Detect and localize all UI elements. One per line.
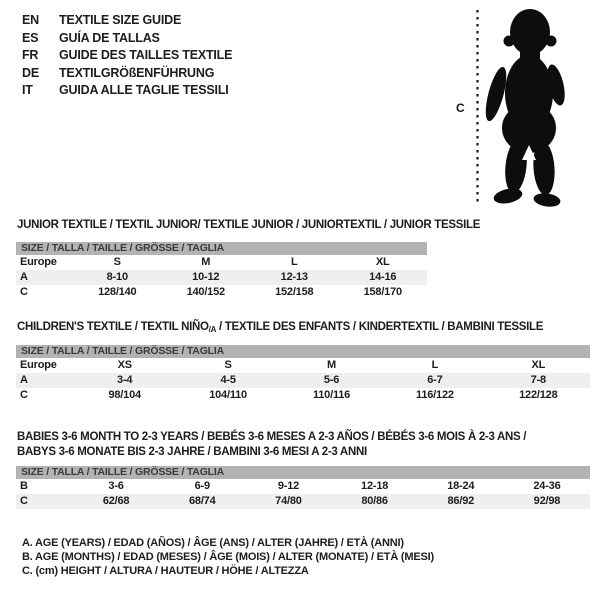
row-label: C	[20, 389, 28, 401]
table-row	[16, 373, 590, 388]
size-table	[16, 242, 427, 300]
table-title	[17, 320, 543, 338]
table-cell: 7-8	[530, 374, 546, 386]
table-cell: 6-9	[194, 480, 210, 492]
language-label: GUIDA ALLE TAGLIE TESSILI	[59, 83, 229, 97]
language-label: TEXTILGRÖßENFÜHRUNG	[59, 65, 215, 80]
language-code: IT	[22, 83, 33, 97]
table-cell: 12-13	[280, 271, 308, 283]
table-title-line	[17, 320, 543, 338]
table-row	[16, 358, 590, 373]
table-cell: 80/86	[361, 495, 388, 507]
title-text: BABYS 3-6 MONATE BIS 2-3 JAHRE / BAMBINI 3-6 MESI A 2-3 ANNI	[17, 445, 367, 458]
table-cell: XL	[531, 359, 546, 371]
size-table-header: SIZE / TALLA / TAILLE / GRÖSSE / TAGLIA	[16, 466, 590, 479]
language-code: FR	[22, 48, 39, 62]
title-text: / TEXTILE DES ENFANTS / KINDERTEXTIL / BAMBINI TESSILE	[216, 321, 544, 333]
footnote: A. AGE (YEARS) / EDAD (AÑOS) / ÂGE (ANS) / ALTER (JAHRE) / ETÀ (ANNI)	[22, 537, 404, 549]
row-label: A	[20, 271, 28, 283]
table-rows	[16, 255, 427, 300]
table-title-line	[17, 430, 526, 445]
language-code: ES	[22, 30, 39, 45]
table-cell: 8-10	[106, 271, 128, 283]
language-label: GUÍA DE TALLAS	[59, 30, 160, 45]
size-table-header: SIZE / TALLA / TAILLE / GRÖSSE / TAGLIA	[16, 242, 427, 255]
table-cell: S	[113, 256, 121, 268]
table-cell: 128/140	[98, 286, 137, 298]
footnote-legend	[22, 537, 434, 578]
table-cell: 9-12	[277, 480, 300, 492]
language-row	[22, 82, 232, 100]
baby-silhouette-icon	[450, 0, 600, 215]
row-label: B	[20, 480, 28, 492]
language-row	[22, 65, 232, 83]
table-cell: 18-24	[447, 480, 475, 492]
row-label: C	[20, 286, 28, 298]
title-text: BABIES 3-6 MONTH TO 2-3 YEARS / BEBÉS 3-6 MESES A 2-3 AÑOS / BÉBÉS 3-6 MOIS À 2-3 ANS /	[17, 431, 527, 443]
footnote: C. (cm) HEIGHT / ALTURA / HAUTEUR / HÖHE / ALTEZZA	[22, 564, 309, 577]
table-cell: 110/116	[312, 389, 351, 401]
table-cell: 3-4	[117, 374, 133, 386]
table-cell: 98/104	[108, 389, 141, 401]
table-cell: L	[290, 256, 298, 268]
table-cell: 122/128	[519, 389, 558, 401]
row-label: C	[20, 495, 28, 507]
table-row	[16, 285, 427, 300]
table-cell: M	[327, 359, 336, 371]
table-row	[16, 388, 590, 403]
table-row	[16, 270, 427, 285]
language-code: DE	[22, 65, 39, 80]
table-cell: 4-5	[220, 374, 236, 386]
table-cell: 14-16	[369, 271, 397, 283]
table-row	[16, 494, 590, 509]
height-figure	[450, 0, 600, 215]
table-cell: 140/152	[186, 286, 225, 298]
table-cell: 5-6	[323, 374, 340, 386]
row-label: A	[20, 374, 28, 386]
table-cell: 10-12	[192, 271, 220, 283]
table-cell: 152/158	[275, 286, 314, 298]
table-cell: L	[431, 359, 439, 371]
table-cell: XS	[117, 359, 132, 371]
table-title	[17, 430, 526, 459]
row-label: Europe	[20, 359, 57, 371]
table-cell: S	[224, 359, 232, 371]
table-cell: 3-6	[108, 480, 124, 492]
table-row	[16, 479, 590, 494]
footnote: B. AGE (MONTHS) / EDAD (MESES) / ÂGE (MOIS) / ALTER (MONATE) / ETÀ (MESI)	[22, 550, 434, 563]
table-cell: 86/92	[447, 495, 475, 507]
table-cell: 24-36	[533, 480, 561, 492]
language-row	[22, 30, 232, 48]
table-title	[17, 218, 480, 233]
language-row	[22, 47, 232, 65]
table-cell: 104/110	[209, 389, 247, 401]
table-rows	[16, 358, 590, 403]
size-table-header: SIZE / TALLA / TAILLE / GRÖSSE / TAGLIA	[16, 345, 590, 358]
table-cell: 12-18	[361, 480, 389, 492]
table-cell: 92/98	[533, 495, 561, 507]
table-cell: 74/80	[275, 495, 302, 507]
table-cell: 6-7	[427, 374, 443, 386]
table-rows	[16, 479, 590, 509]
height-label: C	[456, 101, 465, 115]
size-table	[16, 466, 590, 509]
subscript-text: /A	[208, 325, 217, 334]
table-cell: 116/122	[416, 389, 454, 401]
row-label: Europe	[20, 256, 57, 268]
language-row	[22, 12, 232, 30]
table-cell: XL	[375, 256, 390, 268]
table-title-line	[17, 218, 480, 233]
size-table	[16, 345, 590, 403]
title-text: JUNIOR TEXTILE / TEXTIL JUNIOR/ TEXTILE JUNIOR / JUNIORTEXTIL / JUNIOR TESSILE	[17, 219, 481, 231]
language-label: TEXTILE SIZE GUIDE	[59, 13, 182, 27]
table-cell: 68/74	[188, 495, 216, 507]
table-cell: 62/68	[102, 495, 130, 507]
language-list	[22, 12, 232, 100]
table-cell: M	[201, 256, 211, 268]
language-code: EN	[22, 13, 39, 27]
table-cell: 158/170	[363, 286, 402, 298]
table-title-line	[17, 445, 526, 460]
table-row	[16, 255, 427, 270]
language-label: GUIDE DES TAILLES TEXTILE	[59, 48, 233, 62]
title-text: CHILDREN'S TEXTILE / TEXTIL NIÑO	[17, 321, 209, 333]
